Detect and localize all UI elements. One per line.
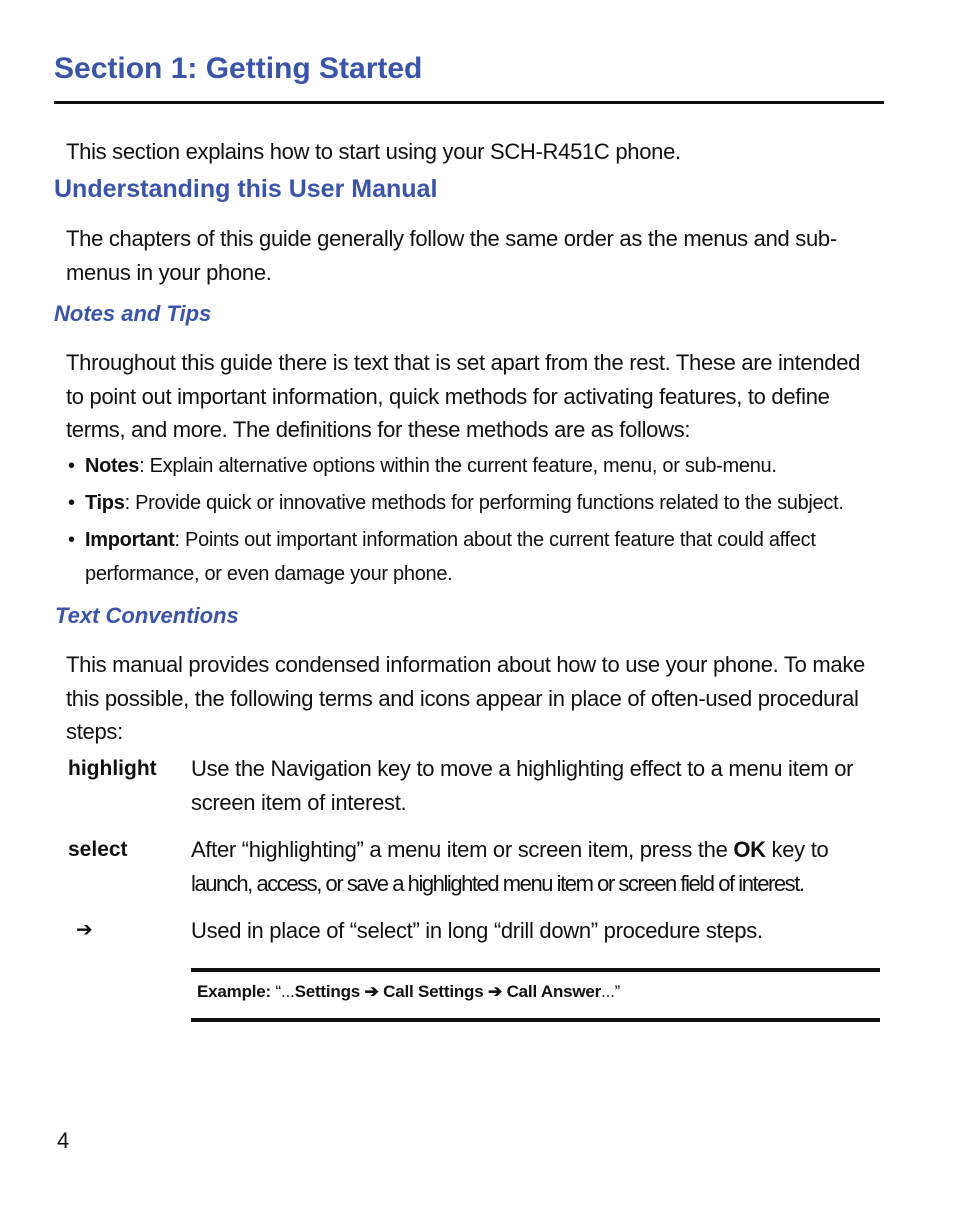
term-row-highlight (68, 752, 883, 820)
example-step-settings: Settings (294, 982, 361, 1001)
definitions-list (66, 449, 881, 594)
bullet-icon: • (68, 492, 75, 514)
list-item (66, 523, 881, 591)
example-label: Example: (197, 982, 271, 1001)
definition-text: After “highlighting” a menu item or screen item, press the (191, 837, 734, 862)
term-label: highlight (68, 757, 157, 780)
right-arrow-icon: ➔ (360, 982, 384, 1001)
understanding-heading: Understanding this User Manual (54, 175, 438, 203)
ok-key-label: OK (733, 837, 766, 862)
term-label: select (68, 838, 128, 861)
intro-paragraph: This section explains how to start using your SCH-R451C phone. (66, 139, 681, 164)
understanding-line-2: menus in your phone. (66, 259, 272, 285)
example-step-call-settings: Call Settings (383, 982, 484, 1001)
notes-tips-paragraph: Throughout this guide there is text that is set apart from the rest. These are intended to point out important information, quick methods for activating features, to define terms, and more. The definitions for these methods are as follows: (66, 350, 861, 442)
term-definition: Used in place of “select” in long “drill down” procedure steps. (191, 918, 763, 943)
term-row-arrow (68, 914, 883, 948)
notes-tips-heading: Notes and Tips (54, 301, 212, 326)
term-definition: Use the Navigation key to move a highlighting effect to a menu item or screen item of interest. (191, 756, 854, 815)
bullet-icon: • (68, 529, 75, 551)
list-item (66, 449, 881, 483)
title-rule (54, 101, 884, 104)
understanding-paragraph (66, 222, 881, 289)
bullet-term: Notes (85, 455, 140, 477)
page-title: Section 1: Getting Started (54, 52, 423, 85)
bullet-term: Important (85, 529, 175, 551)
right-arrow-icon: ➔ (483, 982, 507, 1001)
term-row-select (68, 833, 883, 901)
list-item (66, 486, 881, 520)
term-definition (191, 833, 883, 900)
example-rule-bottom (191, 1018, 880, 1022)
text-conventions-paragraph: This manual provides condensed information about how to use your phone. To make this possible, the following terms and icons appear in place of often-used procedural steps: (66, 652, 865, 744)
bullet-text: : Provide quick or innovative methods for performing functions related to the subject. (124, 492, 844, 514)
example-open: “... (271, 982, 295, 1001)
bullet-text: : Points out important information about the current feature that could affect performance, or even damage your phone. (85, 529, 816, 585)
bullet-term: Tips (85, 492, 125, 514)
definition-text-line-2: launch, access, or save a highlighted menu item or screen field of interest. (191, 870, 804, 896)
right-arrow-icon: ➔ (76, 919, 93, 941)
example-close: ...” (601, 982, 621, 1001)
page-number: 4 (57, 1128, 70, 1153)
definition-text: key to (765, 837, 829, 862)
bullet-text: : Explain alternative options within the current feature, menu, or sub-menu. (139, 455, 777, 477)
text-conventions-heading: Text Conventions (55, 603, 239, 628)
example-box (197, 982, 620, 1002)
example-step-call-answer: Call Answer (506, 982, 602, 1001)
understanding-line-1: The chapters of this guide generally follow the same order as the menus and sub- (66, 226, 837, 251)
example-rule-top (191, 968, 880, 972)
bullet-icon: • (68, 455, 75, 477)
